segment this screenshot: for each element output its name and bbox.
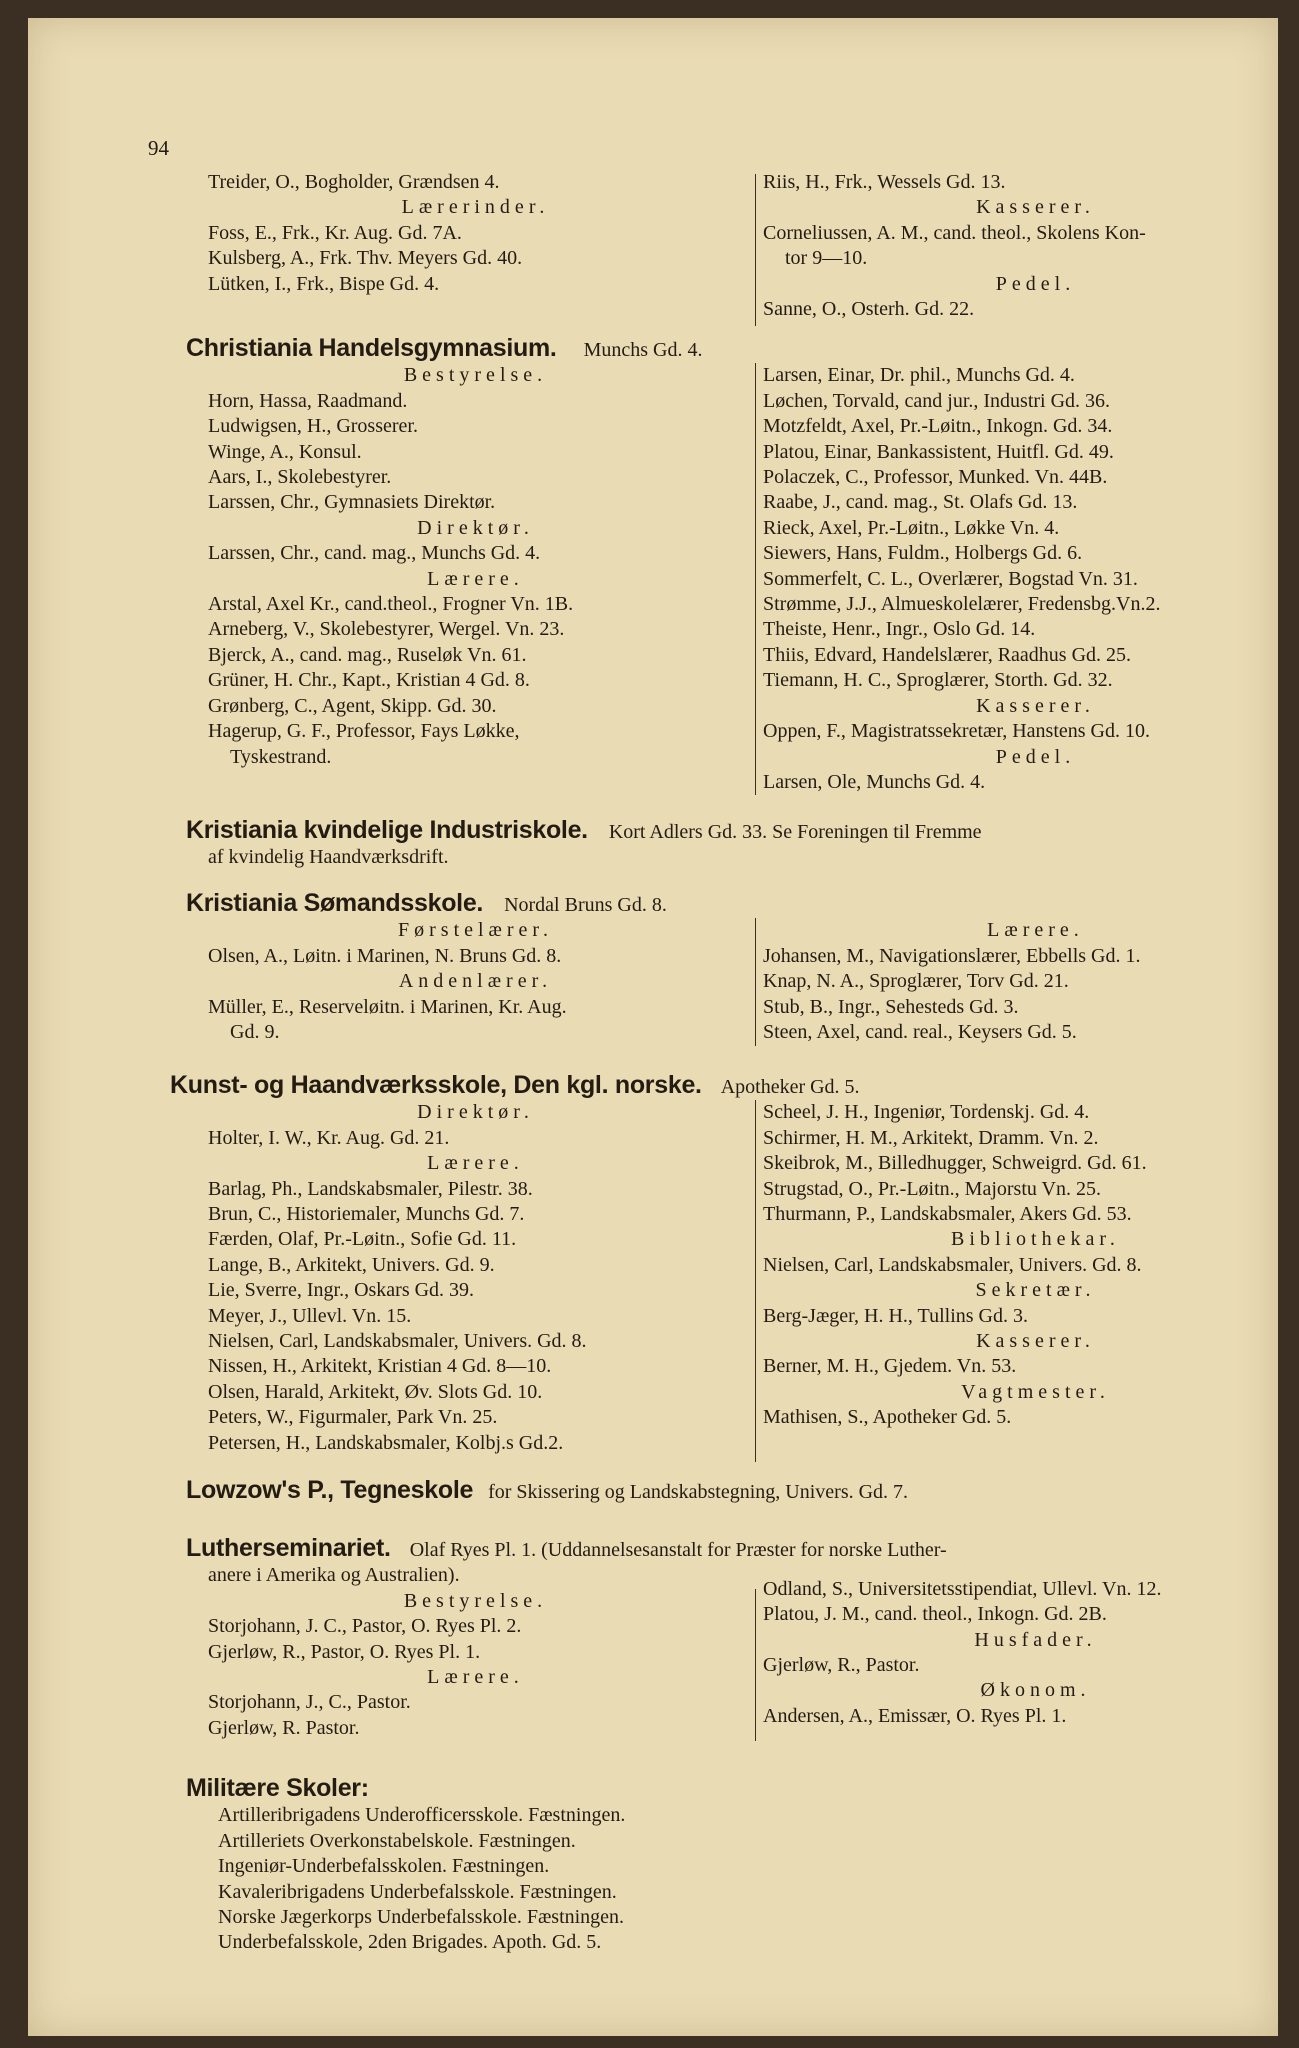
directory-entry: Gjerløw, R., Pastor, O. Ryes Pl. 1. bbox=[208, 1640, 481, 1663]
subsection-heading: Lærere. bbox=[427, 567, 524, 590]
directory-entry: Larssen, Chr., cand. mag., Munchs Gd. 4. bbox=[208, 542, 541, 565]
directory-entry: Knap, N. A., Sproglærer, Torv Gd. 21. bbox=[763, 970, 1069, 993]
subsection-heading: Lærerinder. bbox=[401, 196, 550, 219]
military-school-entry: Underbefalsskole, 2den Brigades. Apoth. Gd. 5. bbox=[218, 1931, 602, 1954]
directory-entry: Tyskestrand. bbox=[230, 745, 332, 768]
directory-entry: Andersen, A., Emissær, O. Ryes Pl. 1. bbox=[763, 1704, 1067, 1727]
directory-entry: Oppen, F., Magistratssekretær, Hanstens Gd. 10. bbox=[763, 720, 1150, 743]
directory-entry: Aars, I., Skolebestyrer. bbox=[208, 466, 392, 489]
military-school-entry: Norske Jægerkorps Underbefalsskole. Fæstningen. bbox=[218, 1906, 625, 1929]
subsection-heading: Pedel. bbox=[995, 272, 1076, 295]
column-divider bbox=[755, 918, 756, 1046]
section-heading-row bbox=[186, 891, 1286, 918]
directory-entry: Larssen, Chr., Gymnasiets Direktør. bbox=[208, 491, 496, 514]
directory-entry: Johansen, M., Navigationslærer, Ebbells Gd. 1. bbox=[763, 944, 1141, 967]
directory-entry: Motzfeldt, Axel, Pr.-Løitn., Inkogn. Gd. 34. bbox=[763, 415, 1113, 438]
directory-entry: Polaczek, C., Professor, Munked. Vn. 44B. bbox=[763, 466, 1108, 489]
directory-entry: Siewers, Hans, Fuldm., Holbergs Gd. 6. bbox=[763, 542, 1083, 565]
directory-entry: Mathisen, S., Apotheker Gd. 5. bbox=[763, 1406, 1012, 1429]
directory-entry: Storjohann, J., C., Pastor. bbox=[208, 1691, 411, 1714]
directory-entry: Grüner, H. Chr., Kapt., Kristian 4 Gd. 8. bbox=[208, 669, 530, 692]
section-industriskole bbox=[186, 816, 1299, 871]
directory-entry: Arneberg, V., Skolebestyrer, Wergel. Vn. 23. bbox=[208, 618, 565, 641]
section-heading: Lutherseminariet. bbox=[186, 1534, 391, 1562]
left-column bbox=[208, 363, 743, 770]
directory-page bbox=[28, 18, 1278, 2036]
page-number: 94 bbox=[148, 136, 169, 160]
directory-entry: Strugstad, O., Pr.-Løitn., Majorstu Vn. 25. bbox=[763, 1177, 1101, 1200]
subsection-heading: Lærere. bbox=[427, 1152, 524, 1175]
section-lutherseminariet bbox=[186, 1534, 1299, 1749]
subsection-heading: Direktør. bbox=[417, 1101, 534, 1124]
directory-entry: Raabe, J., cand. mag., St. Olafs Gd. 13. bbox=[763, 491, 1078, 514]
directory-entry: Sanne, O., Osterh. Gd. 22. bbox=[763, 298, 975, 321]
right-column bbox=[763, 170, 1299, 322]
directory-entry: Løchen, Torvald, cand jur., Industri Gd. 36. bbox=[763, 389, 1111, 412]
directory-entry: Berg-Jæger, H. H., Tullins Gd. 3. bbox=[763, 1304, 1028, 1327]
directory-entry: Nielsen, Carl, Landskabsmaler, Univers. Gd. 8. bbox=[763, 1253, 1142, 1276]
section-somandsskole bbox=[186, 889, 1299, 1053]
right-column bbox=[763, 363, 1299, 795]
section-text: Olaf Ryes Pl. 1. (Uddannelsesanstalt for Præster for norske Luther- bbox=[409, 1539, 947, 1561]
section-heading: Kristiania Sømandsskole. bbox=[186, 889, 484, 917]
directory-entry: Brun, C., Historiemaler, Munchs Gd. 7. bbox=[208, 1203, 525, 1226]
directory-entry: Storjohann, J. C., Pastor, O. Ryes Pl. 2. bbox=[208, 1615, 522, 1638]
directory-entry: Holter, I. W., Kr. Aug. Gd. 21. bbox=[208, 1126, 450, 1149]
directory-entry: Arstal, Axel Kr., cand.theol., Frogner Vn. 1B. bbox=[208, 593, 574, 616]
directory-entry: Barlag, Ph., Landskabsmaler, Pilestr. 38. bbox=[208, 1177, 533, 1200]
section-address: Apotheker Gd. 5. bbox=[720, 1076, 860, 1098]
section-militaere-skoler bbox=[186, 1774, 1299, 1956]
right-column bbox=[763, 1577, 1299, 1729]
section-text: Kort Adlers Gd. 33. Se Foreningen til Fremme bbox=[608, 821, 982, 843]
directory-entry: Winge, A., Konsul. bbox=[208, 440, 362, 463]
subsection-heading: Kasserer. bbox=[976, 694, 1095, 717]
directory-entry: Foss, E., Frk., Kr. Aug. Gd. 7A. bbox=[208, 221, 462, 244]
directory-entry: Gd. 9. bbox=[230, 1021, 280, 1044]
directory-entry: Larsen, Einar, Dr. phil., Munchs Gd. 4. bbox=[763, 364, 1075, 387]
directory-entry: Nissen, H., Arkitekt, Kristian 4 Gd. 8—10. bbox=[208, 1355, 552, 1378]
section-address: Nordal Bruns Gd. 8. bbox=[504, 894, 667, 916]
directory-entry: Thiis, Edvard, Handelslærer, Raadhus Gd. 25. bbox=[763, 643, 1132, 666]
section-kunst-og-haandvaerksskole bbox=[170, 1071, 1299, 1470]
subsection-heading: Økonom. bbox=[980, 1679, 1091, 1702]
directory-entry: Platou, J. M., cand. theol., Inkogn. Gd. 2B. bbox=[763, 1603, 1107, 1626]
directory-entry: Petersen, H., Landskabsmaler, Kolbj.s Gd.2. bbox=[208, 1431, 564, 1454]
subsection-heading: Husfader. bbox=[974, 1628, 1097, 1651]
subsection-heading: Bestyrelse. bbox=[403, 364, 548, 387]
left-column bbox=[208, 1589, 743, 1741]
directory-entry: Larsen, Ole, Munchs Gd. 4. bbox=[763, 770, 986, 793]
directory-entry: Schirmer, H. M., Arkitekt, Dramm. Vn. 2. bbox=[763, 1126, 1099, 1149]
section-text: for Skissering og Landskabstegning, Univers. Gd. 7. bbox=[488, 1481, 909, 1503]
directory-entry: Steen, Axel, cand. real., Keysers Gd. 5. bbox=[763, 1021, 1077, 1044]
section-lowzow-tegneskole bbox=[186, 1476, 1299, 1505]
military-school-entry: Ingeniør-Underbefalsskolen. Fæstningen. bbox=[218, 1855, 550, 1878]
right-column bbox=[763, 1100, 1299, 1430]
subsection-heading: Førstelærer. bbox=[398, 919, 553, 942]
section-continuation bbox=[208, 170, 1299, 330]
directory-entry: Bjerck, A., cand. mag., Ruseløk Vn. 61. bbox=[208, 643, 527, 666]
directory-entry: Nielsen, Carl, Landskabsmaler, Univers. Gd. 8. bbox=[208, 1330, 587, 1353]
column-divider bbox=[755, 1589, 756, 1741]
directory-entry: Stub, B., Ingr., Sehesteds Gd. 3. bbox=[763, 995, 1019, 1018]
subsection-heading: Lærere. bbox=[427, 1666, 524, 1689]
subsection-heading: Kasserer. bbox=[976, 196, 1095, 219]
directory-entry: Peters, W., Figurmaler, Park Vn. 25. bbox=[208, 1406, 498, 1429]
section-address: Munchs Gd. 4. bbox=[583, 339, 703, 361]
directory-entry: Grønberg, C., Agent, Skipp. Gd. 30. bbox=[208, 694, 497, 717]
directory-entry: Olsen, Harald, Arkitekt, Øv. Slots Gd. 10. bbox=[208, 1380, 543, 1403]
left-column bbox=[208, 170, 743, 297]
right-column bbox=[763, 918, 1299, 1045]
directory-entry: Gjerløw, R., Pastor. bbox=[763, 1654, 920, 1677]
directory-entry: Olsen, A., Løitn. i Marinen, N. Bruns Gd. 8. bbox=[208, 944, 562, 967]
directory-entry: Hagerup, G. F., Professor, Fays Løkke, bbox=[208, 720, 520, 743]
directory-entry: Kulsberg, A., Frk. Thv. Meyers Gd. 40. bbox=[208, 247, 523, 270]
section-heading-row bbox=[186, 1478, 1286, 1505]
subsection-heading: Sekretær. bbox=[975, 1279, 1096, 1302]
section-text-continued: anere i Amerika og Australien). bbox=[208, 1564, 460, 1587]
directory-entry: Meyer, J., Ullevl. Vn. 15. bbox=[208, 1304, 412, 1327]
directory-entry: Lütken, I., Frk., Bispe Gd. 4. bbox=[208, 272, 440, 295]
military-schools-list bbox=[208, 1803, 1299, 1955]
directory-entry: Skeibrok, M., Billedhugger, Schweigrd. Gd. 61. bbox=[763, 1152, 1147, 1175]
directory-entry: Lie, Sverre, Ingr., Oskars Gd. 39. bbox=[208, 1279, 475, 1302]
subsection-heading: Direktør. bbox=[417, 516, 534, 539]
directory-entry: Thurmann, P., Landskabsmaler, Akers Gd. 53. bbox=[763, 1203, 1132, 1226]
directory-entry: Scheel, J. H., Ingeniør, Tordenskj. Gd. 4. bbox=[763, 1101, 1090, 1124]
subsection-heading: Pedel. bbox=[995, 745, 1076, 768]
directory-entry: Strømme, J.J., Almueskolelærer, Fredensbg.Vn.2. bbox=[763, 593, 1161, 616]
left-column bbox=[208, 1100, 743, 1456]
directory-entry: Sommerfelt, C. L., Overlærer, Bogstad Vn. 31. bbox=[763, 567, 1138, 590]
directory-entry: Lange, B., Arkitekt, Univers. Gd. 9. bbox=[208, 1253, 495, 1276]
directory-entry: Gjerløw, R. Pastor. bbox=[208, 1716, 360, 1739]
section-heading: Christiania Handelsgymnasium. bbox=[186, 334, 557, 362]
column-divider bbox=[755, 363, 756, 795]
section-heading: Kunst- og Haandværksskole, Den kgl. norske. bbox=[170, 1071, 702, 1099]
section-heading: Lowzow's P., Tegneskole bbox=[186, 1476, 474, 1504]
section-heading: Militære Skoler: bbox=[186, 1774, 369, 1802]
directory-entry: Rieck, Axel, Pr.-Løitn., Løkke Vn. 4. bbox=[763, 516, 1060, 539]
left-column bbox=[208, 918, 743, 1045]
subsection-heading: Kasserer. bbox=[976, 1330, 1095, 1353]
directory-entry: Horn, Hassa, Raadmand. bbox=[208, 389, 408, 412]
subsection-heading: Lærere. bbox=[987, 919, 1084, 942]
directory-entry: Müller, E., Reserveløitn. i Marinen, Kr. Aug. bbox=[208, 995, 567, 1018]
directory-entry: Færden, Olaf, Pr.-Løitn., Sofie Gd. 11. bbox=[208, 1228, 517, 1251]
directory-entry: Berner, M. H., Gjedem. Vn. 53. bbox=[763, 1355, 1017, 1378]
military-school-entry: Artilleriets Overkonstabelskole. Fæstningen. bbox=[218, 1829, 576, 1852]
directory-entry: Odland, S., Universitetsstipendiat, Ullevl. Vn. 12. bbox=[763, 1577, 1162, 1600]
section-heading-row bbox=[186, 818, 1286, 845]
section-heading-row bbox=[186, 336, 1286, 363]
section-heading: Kristiania kvindelige Industriskole. bbox=[186, 816, 588, 844]
section-text-continued: af kvindelig Haandværksdrift. bbox=[208, 846, 449, 869]
section-heading-row bbox=[170, 1073, 1270, 1100]
section-heading-row bbox=[186, 1536, 1286, 1563]
directory-entry: Riis, H., Frk., Wessels Gd. 13. bbox=[763, 171, 1006, 193]
military-school-entry: Artilleribrigadens Underofficersskole. Fæstningen. bbox=[218, 1804, 626, 1827]
directory-entry: Ludwigsen, H., Grosserer. bbox=[208, 415, 418, 438]
subsection-heading: Bestyrelse. bbox=[403, 1589, 548, 1612]
subsection-heading: Vagtmester. bbox=[961, 1380, 1110, 1403]
directory-entry: Platou, Einar, Bankassistent, Huitfl. Gd. 49. bbox=[763, 440, 1114, 463]
section-handelsgymnasium bbox=[186, 334, 1299, 803]
directory-entry: Tiemann, H. C., Sproglærer, Storth. Gd. 32. bbox=[763, 669, 1113, 692]
subsection-heading: Andenlærer. bbox=[398, 970, 553, 993]
directory-entry: Corneliussen, A. M., cand. theol., Skolens Kon- bbox=[763, 221, 1146, 244]
military-school-entry: Kavaleribrigadens Underbefalsskole. Fæstningen. bbox=[218, 1880, 617, 1903]
column-divider bbox=[755, 174, 756, 326]
directory-entry: tor 9—10. bbox=[785, 247, 868, 270]
column-divider bbox=[755, 1100, 756, 1462]
subsection-heading: Bibliothekar. bbox=[951, 1228, 1120, 1251]
directory-entry: Theiste, Henr., Ingr., Oslo Gd. 14. bbox=[763, 618, 1036, 641]
directory-entry: Treider, O., Bogholder, Grændsen 4. bbox=[208, 171, 500, 193]
section-heading-row bbox=[186, 1776, 1286, 1803]
